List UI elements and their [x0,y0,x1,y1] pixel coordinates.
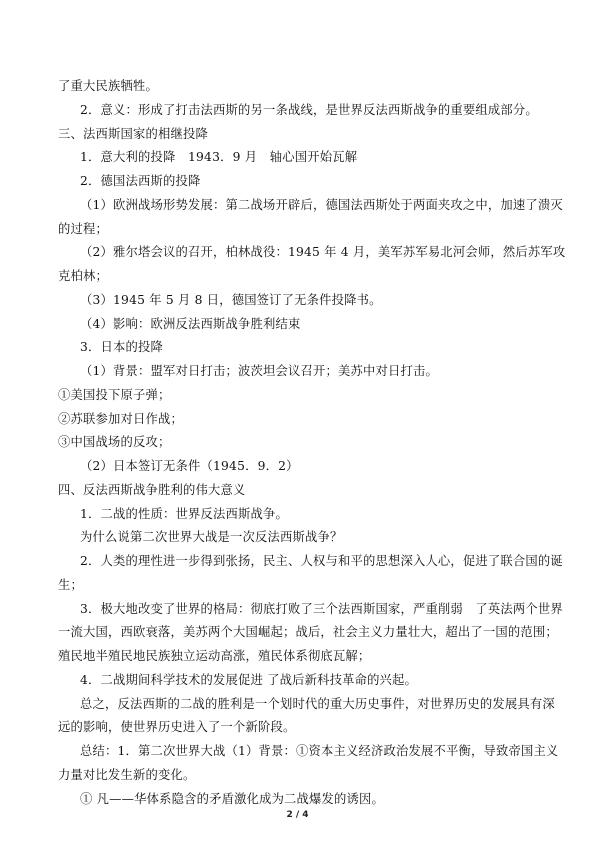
text-line: 生； [58,577,83,592]
text-line: 2．人类的理性进一步得到张扬，民主、人权与和平的思想深入人心，促进了联合国的诞 [80,554,563,568]
text-line: 3．日本的投降 [80,340,164,355]
text-line: （2）雅尔塔会议的召开，柏林战役：1945 年 4 月，美军苏军易北河会师，然后苏军攻 [80,245,566,260]
text-line: ①美国投下原子弹； [58,387,171,402]
text-line: （2）日本签订无条件（1945．9．2） [80,459,299,473]
text-line: 4．二战期间科学技术的发展促进 了战后新科技革命的兴起。 [80,672,418,687]
text-line: （3）1945 年 5 月 8 日，德国签订了无条件投降书。 [80,292,382,307]
text-line: ① 凡——华体系隐含的矛盾激化成为二战爆发的诱因。 [80,791,385,806]
text-line: 四、反法西斯战争胜利的伟大意义 [58,482,246,497]
page-number: 2 / 4 [286,810,309,820]
text-line: 力量对比发生新的变化。 [58,767,196,782]
text-line: 克柏林； [58,269,108,283]
text-line: （1）背景：盟军对日打击；波茨坦会议召开；美苏中对日打击。 [80,364,438,378]
text-line: 1．意大利的投降 1943．9 月 轴心国开始瓦解 [80,150,358,165]
text-line: 3．极大地改变了世界的格局：彻底打败了三个法西斯国家，严重削弱 了英法两个世界 [80,601,563,616]
text-line: 1．二战的性质：世界反法西斯战争。 [80,506,288,521]
text-line: ②苏联参加对日作战； [58,411,183,426]
text-line: 总之，反法西斯的二战的胜利是一个划时代的重大历史事件，对世界历史的发展具有深 [80,696,555,711]
text-line: 2．意义：形成了打击法西斯的另一条战线，是世界反法西斯战争的重要组成部分。 [80,102,538,117]
text-line: 总结：1．第二次世界大战（1）背景：①资本主义经济政治发展不平衡，导致帝国主义 [80,744,559,758]
text-line: 远的影响，使世界历史进入了一个新阶段。 [58,720,296,735]
text-line: 为什么说第二次世界大战是一次反法西斯战争？ [80,530,343,545]
text-line: 一流大国，西欧衰落，美苏两个大国崛起；战后，社会主义力量壮大，超出了一国的范围； [58,625,558,640]
text-line: 殖民地半殖民地民族独立运动高涨，殖民体系彻底瓦解； [58,649,371,663]
text-line: （4）影响：欧洲反法西斯战争胜利结束 [80,316,301,331]
text-line: 三、法西斯国家的相继投降 [58,126,208,141]
text-line: 2．德国法西斯的投降 [80,174,201,188]
text-line: 的过程； [58,221,108,236]
text-line: 了重大民族牺牲。 [58,79,158,93]
text-line: ③中国战场的反攻； [58,435,171,450]
text-line: （1）欧洲战场形势发展：第二战场开辟后，德国法西斯处于两面夹攻之中，加速了溃灭 [80,197,563,212]
